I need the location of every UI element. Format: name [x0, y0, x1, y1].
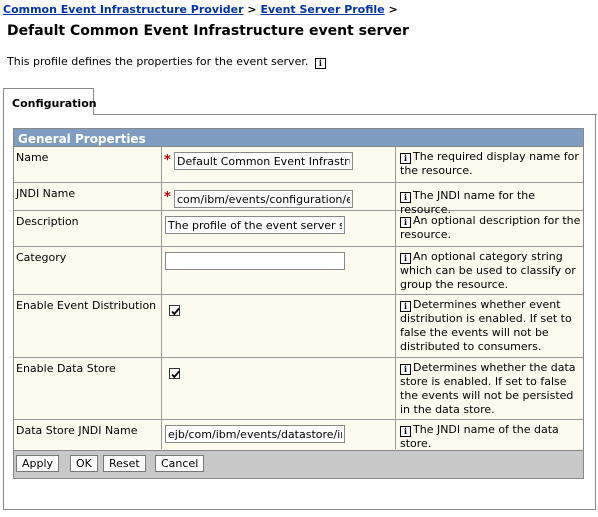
page-title: Default Common Event Infrastructure event server — [7, 23, 409, 39]
property-row-description — [14, 211, 583, 247]
checkmark-icon — [170, 306, 181, 317]
data-store-checkbox[interactable] — [169, 368, 180, 379]
property-label: Data Store JNDI Name — [16, 424, 138, 437]
ok-button[interactable]: OK — [70, 455, 98, 472]
tab-configuration[interactable]: Configuration — [3, 88, 94, 115]
page-description-line — [7, 55, 328, 69]
required-marker: * — [164, 190, 171, 205]
help-text: i An optional description for the resource. — [400, 214, 581, 241]
info-icon: i — [400, 364, 411, 375]
cancel-button[interactable]: Cancel — [155, 455, 204, 472]
section-title: General Properties — [14, 129, 583, 147]
property-row-category — [14, 247, 583, 295]
help-text: i Determines whether event distribution is enabled. If set to false the events will not be distributed to consumers. — [400, 298, 572, 353]
event-distribution-checkbox[interactable] — [169, 305, 180, 316]
general-properties-form — [13, 128, 584, 479]
help-text: i An optional category string which can be used to classify or group the resource. — [400, 250, 576, 291]
property-row-data-store — [14, 358, 583, 420]
breadcrumb-link-event-server-profile[interactable]: Event Server Profile — [260, 3, 385, 16]
data-store-jndi-field[interactable] — [165, 425, 345, 443]
info-icon: i — [400, 253, 411, 264]
property-label: Description — [16, 215, 79, 228]
help-text: i Determines whether the data store is enabled. If set to false the events will not be persisted in the data store. — [400, 361, 576, 416]
property-label: Enable Event Distribution — [16, 299, 157, 312]
property-label: Name — [16, 151, 49, 164]
checkmark-icon — [170, 369, 181, 380]
reset-button[interactable]: Reset — [103, 455, 146, 472]
name-field[interactable] — [174, 152, 353, 170]
apply-button[interactable]: Apply — [16, 455, 59, 472]
info-icon: i — [400, 192, 411, 203]
property-label: Category — [16, 251, 67, 264]
property-label: JNDI Name — [16, 187, 76, 200]
property-row-event-distribution — [14, 295, 583, 358]
page-description: This profile defines the properties for the event server. — [7, 55, 309, 68]
property-row-name — [14, 147, 583, 183]
help-text: i The JNDI name for the resource. — [400, 189, 536, 216]
property-label: Enable Data Store — [16, 362, 116, 375]
required-marker: * — [164, 153, 171, 168]
button-bar — [14, 450, 583, 478]
info-icon: i — [400, 217, 411, 228]
info-icon[interactable]: i — [315, 58, 326, 69]
property-row-jndi-name — [14, 183, 583, 216]
description-field[interactable] — [165, 216, 345, 234]
help-text: i The required display name for the resource. — [400, 150, 579, 177]
breadcrumb — [3, 3, 398, 16]
property-row-data-store-jndi — [14, 420, 583, 449]
breadcrumb-link-provider[interactable]: Common Event Infrastructure Provider — [3, 3, 244, 16]
info-icon: i — [400, 426, 411, 437]
info-icon: i — [400, 153, 411, 164]
breadcrumb-separator: > — [247, 3, 257, 16]
help-text: i The JNDI name of the data store. — [400, 423, 559, 450]
jndi-name-field[interactable] — [174, 190, 353, 208]
breadcrumb-separator: > — [388, 3, 398, 16]
category-field[interactable] — [165, 252, 345, 270]
info-icon: i — [400, 301, 411, 312]
